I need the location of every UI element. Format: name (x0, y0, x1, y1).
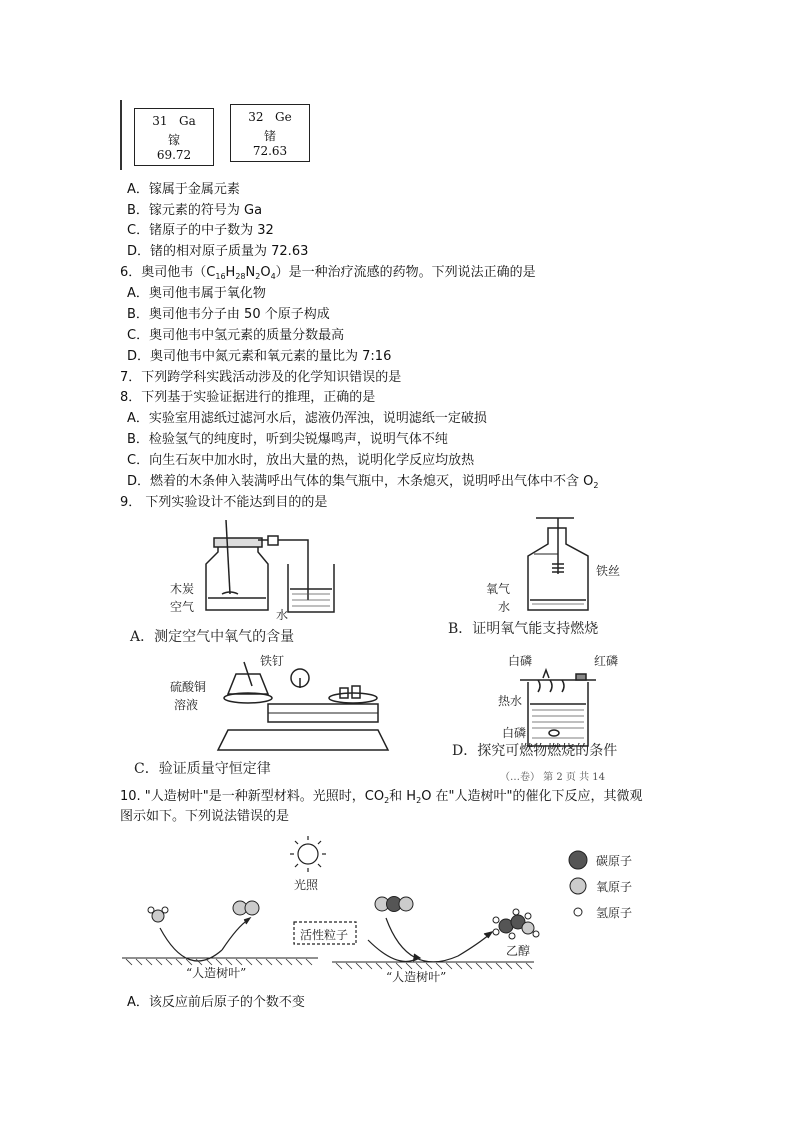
q8-stem: 8．下列基于实验证据进行的推理，正确的是 (120, 390, 376, 405)
element-symbol: Ge (275, 110, 292, 124)
q8-option-a: A．实验室用滤纸过滤河水后，滤液仍浑浊，说明滤纸一定破损 (127, 411, 487, 426)
q5-option-b: B．镓元素的符号为 Ga (127, 203, 263, 218)
q6-option-b: B．奥司他韦分子由 50 个原子构成 (127, 307, 330, 322)
q8-option-b: B．检验氢气的纯度时，听到尖锐爆鸣声，说明气体不纯 (127, 432, 448, 447)
label-red-p: 红磷 (594, 654, 619, 668)
label-charcoal: 木炭 (170, 582, 195, 596)
label-iron-wire: 铁丝 (596, 564, 621, 578)
q10-diagram (118, 830, 652, 990)
q5-option-c: C．锗原子的中子数为 32 (127, 223, 274, 238)
q10-stem-line2: 图示如下。下列说法错误的是 (120, 809, 290, 824)
label-oxygen: 氧气 (486, 582, 511, 596)
label-white-p-top: 白磷 (508, 654, 533, 668)
atomic-number: 31 (152, 114, 168, 128)
atomic-number: 32 (248, 110, 264, 124)
label-nail: 铁钉 (260, 654, 285, 668)
label-light: 光照 (294, 878, 319, 892)
atomic-mass: 69.72 (156, 148, 192, 162)
element-cell-ge (230, 104, 310, 162)
label-active-particle: 活性粒子 (300, 928, 349, 942)
label-hot-water: 热水 (498, 694, 523, 708)
label-white-p-bottom: 白磷 (502, 726, 527, 740)
label-ethanol: 乙醇 (506, 944, 531, 958)
label-water-a: 水 (276, 608, 289, 622)
q6-option-c: C．奥司他韦中氢元素的质量分数最高 (127, 328, 345, 343)
q5-option-a: A．镓属于金属元素 (127, 182, 240, 197)
label-cuso4-1: 硫酸铜 (170, 680, 207, 694)
legend-carbon: 碳原子 (596, 854, 633, 868)
figure-left-edge (120, 100, 122, 170)
label-artificial-leaf-2: “人造树叶” (386, 970, 447, 984)
element-symbol: Ga (178, 114, 196, 128)
caption-a: A．测定空气中氧气的含量 (130, 629, 295, 645)
caption-c: C．验证质量守恒定律 (134, 761, 271, 777)
element-name: 锗 (263, 129, 276, 143)
caption-d: D．探究可燃物燃烧的条件 (452, 743, 618, 759)
label-cuso4-2: 溶液 (174, 698, 199, 712)
caption-b: B．证明氧气能支持燃烧 (448, 621, 599, 637)
legend-hydrogen: 氢原子 (596, 906, 633, 920)
label-air: 空气 (170, 600, 195, 614)
q5-option-d: D．锗的相对原子质量为 72.63 (127, 244, 309, 259)
q6-option-a: A．奥司他韦属于氧化物 (127, 286, 266, 301)
q9-figure (118, 514, 652, 783)
q10-stem-line1: 10. "人造树叶"是一种新型材料。光照时，$CO_2$和 $H_2O$ 在"人造树叶"的催化下反应，其微观 (120, 789, 643, 805)
element-cell-ga (134, 108, 214, 166)
element-name: 镓 (167, 133, 180, 147)
legend-oxygen: 氧原子 (596, 880, 633, 894)
q8-option-c: C．向生石灰中加水时，放出大量的热，说明化学反应均放热 (127, 453, 475, 468)
q10-option-a: A．该反应前后原子的个数不变 (127, 995, 305, 1010)
label-water-b: 水 (498, 600, 511, 614)
q8-option-d: D．燃着的木条伸入装满呼出气体的集气瓶中，木条熄灭，说明呼出气体中不含 $O_2$ (127, 474, 599, 490)
q6-option-d: D．奥司他韦中氮元素和氧元素的量比为 7:16 (127, 349, 392, 364)
q6-stem: 6．奥司他韦$(C_{16}H_{28}N_2O_4)$是一种治疗流感的药物。下列说法正确的是 (120, 265, 536, 281)
label-artificial-leaf-1: “人造树叶” (186, 966, 247, 980)
q7-stem: 7．下列跨学科实践活动涉及的化学知识错误的是 (120, 370, 402, 385)
page-footer-fragment: （…卷） 第 2 页 共 14 (500, 772, 605, 783)
atomic-mass: 72.63 (252, 144, 288, 158)
q9-stem: 9． 下列实验设计不能达到目的的是 (120, 495, 328, 510)
